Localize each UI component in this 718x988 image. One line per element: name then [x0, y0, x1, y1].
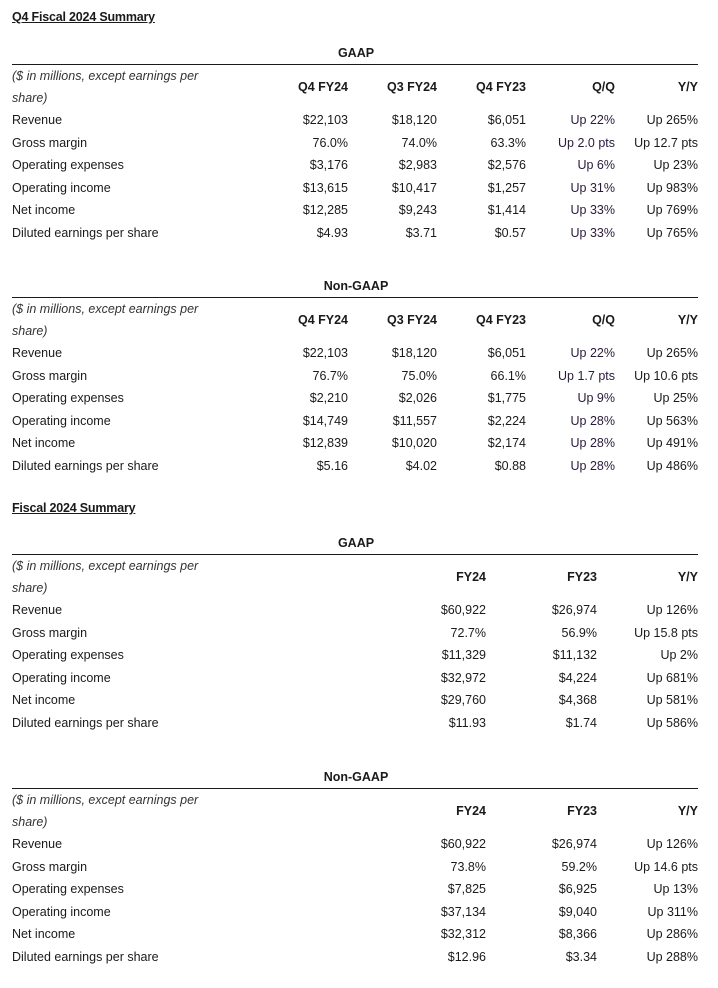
table-cell: Up 13%: [653, 882, 698, 896]
table-row: [12, 455, 698, 478]
table-cell: $2,174: [487, 436, 526, 450]
table-cell: Up 126%: [646, 837, 698, 851]
table-row: [12, 923, 698, 946]
table-row: [12, 667, 698, 690]
table-cell: Up 25%: [653, 391, 698, 405]
table-cell: Up 265%: [646, 113, 698, 127]
table-cell: $14,749: [302, 413, 348, 428]
table-row: [12, 599, 698, 622]
table-cell: $2,210: [309, 391, 348, 405]
table-cell: Up 28%: [570, 413, 615, 428]
table-cell: $11,557: [392, 413, 437, 428]
table-cell: Up 563%: [646, 413, 698, 428]
section-title-q4-fiscal-2024: Q4 Fiscal 2024 Summary: [12, 10, 155, 24]
table-cell: Up 983%: [646, 180, 698, 195]
table-cell: Up 31%: [570, 180, 615, 195]
section-title-fiscal-2024: Fiscal 2024 Summary: [12, 501, 136, 515]
table-cell: Up 28%: [570, 458, 615, 473]
table-cell: $7,825: [447, 882, 486, 896]
row-label: Net income: [12, 436, 76, 450]
column-header: Q/Q: [592, 80, 615, 94]
table-cell: Up 2.0 pts: [558, 135, 615, 150]
table-cell: $0.88: [494, 458, 526, 473]
row-label: Operating expenses: [12, 648, 124, 662]
table-row: [12, 177, 698, 200]
column-header: FY23: [567, 570, 597, 584]
table-cell: $11,329: [441, 648, 486, 662]
column-header: Q4 FY24: [297, 313, 348, 327]
table-header-row: [12, 555, 698, 599]
table-cell: $1,775: [487, 391, 526, 405]
table-cell: $2,576: [487, 158, 526, 172]
table-cell: $22,103: [302, 346, 348, 360]
table-row: [12, 154, 698, 177]
table-cell: $9,243: [398, 203, 437, 217]
table-cell: $8,366: [558, 927, 597, 941]
table-header-row: [12, 298, 698, 342]
table-cell: Up 14.6 pts: [634, 859, 698, 874]
table-cell: $3.34: [565, 949, 597, 964]
table-row: [12, 689, 698, 712]
table-caption: Non-GAAP: [323, 279, 389, 293]
row-label: Revenue: [12, 837, 63, 851]
table-row: [12, 712, 698, 735]
table-cell: $2,224: [487, 413, 526, 428]
table-cell: Up 288%: [646, 949, 698, 964]
table-cell: 66.1%: [490, 368, 526, 383]
table-cell: $37,134: [440, 904, 486, 919]
table-row: [12, 622, 698, 645]
table-cell: Up 33%: [570, 203, 615, 217]
column-header: Q4 FY23: [475, 80, 526, 94]
units-label: ($ in millions, except earnings per share): [12, 69, 199, 105]
table-cell: Up 586%: [646, 715, 698, 730]
row-label: Net income: [12, 203, 76, 217]
row-label: Gross margin: [12, 368, 88, 383]
row-label: Diluted earnings per share: [12, 225, 159, 240]
q4-gaap-table: [12, 42, 698, 244]
table-cell: $6,051: [487, 346, 526, 360]
column-header: FY24: [456, 570, 486, 584]
fy-gaap-table: [12, 532, 698, 734]
table-cell: 74.0%: [401, 135, 437, 150]
table-cell: Up 12.7 pts: [634, 135, 698, 150]
units-label: ($ in millions, except earnings per share): [12, 793, 199, 829]
row-label: Gross margin: [12, 859, 88, 874]
table-row: [12, 199, 698, 222]
table-header-row: [12, 65, 698, 109]
row-label: Revenue: [12, 113, 63, 127]
table-cell: $4,224: [558, 670, 597, 685]
table-row: [12, 222, 698, 245]
table-cell: $4.02: [405, 458, 437, 473]
row-label: Operating expenses: [12, 158, 124, 172]
table-cell: $12,285: [302, 203, 348, 217]
table-row: [12, 387, 698, 410]
table-cell: Up 1.7 pts: [558, 368, 615, 383]
table-cell: $13,615: [302, 180, 348, 195]
table-cell: $10,020: [391, 436, 437, 450]
table-cell: Up 681%: [646, 670, 698, 685]
units-label: ($ in millions, except earnings per share): [12, 559, 199, 595]
table-cell: $6,925: [558, 882, 597, 896]
table-cell: Up 22%: [570, 113, 615, 127]
table-cell: 56.9%: [561, 625, 597, 640]
row-label: Gross margin: [12, 135, 88, 150]
table-row: [12, 342, 698, 365]
table-cell: $60,922: [440, 837, 486, 851]
table-cell: $11,132: [552, 648, 597, 662]
table-row: [12, 833, 698, 856]
table-cell: Up 765%: [646, 225, 698, 240]
row-label: Gross margin: [12, 625, 88, 640]
table-cell: $10,417: [391, 180, 437, 195]
column-header: FY24: [456, 804, 486, 818]
table-cell: $5.16: [316, 458, 348, 473]
row-label: Diluted earnings per share: [12, 715, 159, 730]
row-label: Operating income: [12, 670, 111, 685]
table-cell: $2,983: [398, 158, 437, 172]
table-cell: Up 6%: [577, 158, 615, 172]
table-cell: $32,972: [440, 670, 486, 685]
table-cell: 63.3%: [490, 135, 526, 150]
table-cell: 73.8%: [450, 859, 486, 874]
row-label: Operating income: [12, 180, 111, 195]
table-cell: $60,922: [440, 603, 486, 617]
table-cell: Up 126%: [646, 603, 698, 617]
table-cell: Up 23%: [653, 158, 698, 172]
table-cell: Up 265%: [646, 346, 698, 360]
table-row: [12, 432, 698, 455]
table-cell: $12,839: [302, 436, 348, 450]
column-header: Y/Y: [677, 804, 698, 818]
table-cell: $18,120: [391, 113, 437, 127]
row-label: Operating income: [12, 904, 111, 919]
table-row: [12, 132, 698, 155]
table-cell: $1,257: [487, 180, 526, 195]
row-label: Diluted earnings per share: [12, 949, 159, 964]
row-label: Net income: [12, 693, 76, 707]
column-header: FY23: [567, 804, 597, 818]
column-header: Y/Y: [677, 570, 698, 584]
table-row: [12, 946, 698, 969]
table-cell: $3,176: [309, 158, 348, 172]
table-cell: $12.96: [447, 949, 486, 964]
table-cell: Up 10.6 pts: [634, 368, 698, 383]
row-label: Operating income: [12, 413, 111, 428]
table-cell: Up 33%: [570, 225, 615, 240]
table-cell: $1,414: [487, 203, 526, 217]
table-cell: $32,312: [440, 927, 486, 941]
column-header: Y/Y: [677, 80, 698, 94]
table-cell: $26,974: [551, 603, 597, 617]
table-cell: $4.93: [316, 225, 348, 240]
table-cell: $9,040: [558, 904, 597, 919]
table-cell: 76.7%: [312, 368, 348, 383]
table-cell: Up 311%: [647, 904, 698, 919]
table-cell: $29,760: [440, 693, 486, 707]
table-cell: 76.0%: [312, 135, 348, 150]
table-cell: $6,051: [487, 113, 526, 127]
table-caption: GAAP: [337, 536, 375, 550]
table-row: [12, 410, 698, 433]
table-cell: 75.0%: [401, 368, 437, 383]
fy-non-gaap-table: [12, 766, 698, 968]
table-cell: Up 769%: [646, 203, 698, 217]
table-cell: $1.74: [565, 715, 597, 730]
table-cell: 72.7%: [450, 625, 486, 640]
table-cell: $22,103: [302, 113, 348, 127]
table-cell: Up 286%: [646, 927, 698, 941]
row-label: Revenue: [12, 603, 63, 617]
units-label: ($ in millions, except earnings per share): [12, 302, 199, 338]
table-caption: Non-GAAP: [323, 770, 389, 784]
table-cell: $4,368: [558, 693, 597, 707]
row-label: Revenue: [12, 346, 63, 360]
table-caption: GAAP: [337, 46, 375, 60]
column-header: Q3 FY24: [386, 80, 437, 94]
table-cell: $26,974: [551, 837, 597, 851]
table-cell: Up 22%: [570, 346, 615, 360]
table-cell: Up 9%: [577, 391, 615, 405]
table-row: [12, 365, 698, 388]
table-cell: Up 581%: [646, 693, 698, 707]
table-cell: $3.71: [405, 225, 437, 240]
table-cell: Up 2%: [660, 648, 698, 662]
column-header: Q4 FY24: [297, 80, 348, 94]
table-cell: Up 15.8 pts: [634, 625, 698, 640]
column-header: Q/Q: [592, 313, 615, 327]
table-cell: 59.2%: [561, 859, 597, 874]
table-row: [12, 901, 698, 924]
column-header: Q3 FY24: [386, 313, 437, 327]
row-label: Net income: [12, 927, 76, 941]
row-label: Operating expenses: [12, 391, 124, 405]
table-row: [12, 109, 698, 132]
table-row: [12, 856, 698, 879]
row-label: Diluted earnings per share: [12, 458, 159, 473]
table-cell: $0.57: [494, 225, 526, 240]
table-row: [12, 878, 698, 901]
table-header-row: [12, 789, 698, 833]
table-cell: $18,120: [391, 346, 437, 360]
column-header: Q4 FY23: [475, 313, 526, 327]
table-cell: Up 491%: [646, 436, 698, 450]
table-cell: $11.93: [448, 715, 486, 730]
row-label: Operating expenses: [12, 882, 124, 896]
table-row: [12, 644, 698, 667]
column-header: Y/Y: [677, 313, 698, 327]
table-cell: $2,026: [398, 391, 437, 405]
table-cell: Up 28%: [570, 436, 615, 450]
table-cell: Up 486%: [646, 458, 698, 473]
q4-non-gaap-table: [12, 275, 698, 477]
